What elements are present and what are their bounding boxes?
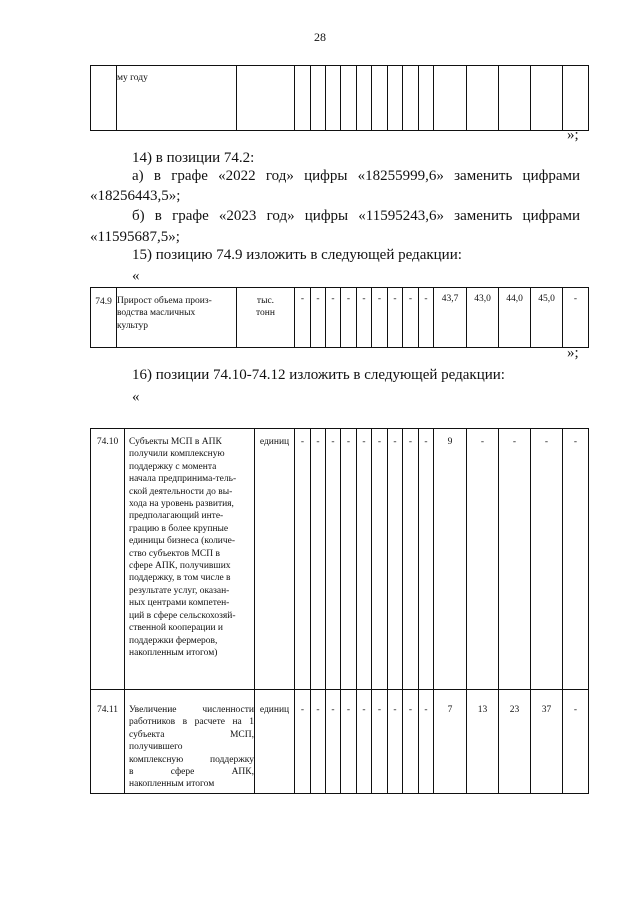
cell: - (341, 288, 357, 348)
name-line: работников в расчете на 1 (129, 717, 254, 728)
cell: - (531, 429, 563, 690)
row-name (117, 288, 237, 348)
name-line: предполагающий инте- (129, 511, 224, 522)
row-code: 74.10 (91, 429, 125, 690)
cell (341, 66, 357, 131)
name-line: ных центрами компетен- (129, 598, 230, 609)
row-code: 74.11 (91, 690, 125, 794)
cell (499, 66, 531, 131)
name-line: поддержку, в том числе в (129, 573, 231, 584)
item-14a-line-1: а) в графе «2022 год» цифры «18255999,6» заменить цифрами (132, 168, 580, 184)
cell: - (326, 288, 341, 348)
name-line: в сфере АПК, (129, 767, 254, 778)
cell (388, 66, 403, 131)
cell: - (403, 690, 419, 794)
cell (326, 66, 341, 131)
cell (295, 66, 311, 131)
closing-quote: »; (567, 127, 579, 143)
row-name (125, 429, 255, 690)
cell (311, 66, 326, 131)
cell (434, 66, 467, 131)
cell: - (341, 429, 357, 690)
page-number: 28 (314, 30, 326, 44)
name-line: водства масличных (117, 308, 196, 319)
cell (403, 66, 419, 131)
name-line: начала предпринима-тель- (129, 474, 237, 485)
cell: 43,0 (467, 288, 499, 348)
cell: - (419, 690, 434, 794)
cell: 9 (434, 429, 467, 690)
cell: 37 (531, 690, 563, 794)
closing-quote: »; (567, 345, 579, 361)
name-line: ций в сфере сельскохозяй- (129, 610, 236, 621)
cell: 43,7 (434, 288, 467, 348)
row-unit (237, 288, 295, 348)
cell: - (311, 288, 326, 348)
cell: 13 (467, 690, 499, 794)
unit-line: тыс. (256, 296, 275, 306)
row-unit: единиц (255, 690, 295, 794)
row-unit: единиц (255, 429, 295, 690)
name-line: накопленным итогом (129, 779, 215, 790)
cell (467, 66, 499, 131)
name-line: культур (117, 320, 149, 331)
cell (563, 66, 589, 131)
opening-quote: « (132, 389, 140, 405)
cell: - (326, 429, 341, 690)
name-line: ской деятельности до вы- (129, 486, 233, 497)
cell: - (341, 690, 357, 794)
cell: - (563, 288, 589, 348)
name-line: Увеличение численности (129, 705, 254, 715)
cell: - (563, 690, 589, 794)
name-line: сфере АПК, получивших (129, 561, 231, 572)
row-unit (237, 66, 295, 131)
name-line: му году (117, 73, 148, 83)
item-14a-line-2: «18256443,5»; (90, 188, 181, 204)
name-line: Субъекты МСП в АПК (129, 437, 222, 447)
cell: 44,0 (499, 288, 531, 348)
cell: - (295, 429, 311, 690)
item-16-heading: 16) позиции 74.10-74.12 изложить в следующей редакции: (132, 367, 505, 383)
table-row (91, 690, 589, 794)
item-14b-line-1: б) в графе «2023 год» цифры «11595243,6» заменить цифрами (132, 208, 580, 224)
cell (357, 66, 372, 131)
cell: - (388, 690, 403, 794)
cell: - (295, 690, 311, 794)
name-line: получившего (129, 742, 183, 753)
row-name (117, 66, 237, 131)
cell: - (357, 690, 372, 794)
cell: 23 (499, 690, 531, 794)
table-continuation (90, 65, 589, 131)
table-row (91, 288, 589, 348)
cell: - (357, 429, 372, 690)
cell: - (326, 690, 341, 794)
table-row (91, 66, 589, 131)
cell: - (311, 690, 326, 794)
unit-line: тонн (256, 308, 275, 319)
item-14-heading: 14) в позиции 74.2: (132, 150, 255, 166)
cell: - (372, 690, 388, 794)
name-line: поддержки фермеров, (129, 635, 218, 646)
cell: - (357, 288, 372, 348)
cell (531, 66, 563, 131)
name-line: ственной кооперации и (129, 623, 224, 634)
opening-quote: « (132, 268, 140, 284)
cell: - (388, 288, 403, 348)
name-line: результате услуг, оказан- (129, 585, 230, 596)
cell: - (372, 288, 388, 348)
row-code (91, 66, 117, 131)
cell: - (403, 429, 419, 690)
name-line: поддержку с момента (129, 461, 217, 472)
cell: - (419, 429, 434, 690)
name-line: ство субъектов МСП в (129, 548, 220, 559)
name-line: накопленным итогом) (129, 647, 218, 658)
name-line: Прирост объема произ- (117, 296, 212, 306)
table-row (91, 429, 589, 690)
table-position-74-9 (90, 287, 589, 348)
cell: - (372, 429, 388, 690)
cell (419, 66, 434, 131)
cell: - (311, 429, 326, 690)
cell: - (563, 429, 589, 690)
cell (372, 66, 388, 131)
name-line: комплексную поддержку (129, 754, 254, 765)
cell: - (295, 288, 311, 348)
item-14b-line-2: «11595687,5»; (90, 229, 180, 245)
name-line: единицы бизнеса (количе- (129, 536, 236, 547)
cell: - (499, 429, 531, 690)
row-code: 74.9 (91, 288, 117, 348)
cell: 45,0 (531, 288, 563, 348)
cell: 7 (434, 690, 467, 794)
name-line: хода на уровень развития, (129, 499, 234, 510)
name-line: получили комплексную (129, 449, 225, 460)
name-line: субъекта МСП, (129, 729, 254, 740)
name-line: грацию в более крупные (129, 523, 229, 534)
table-positions-74-10-74-12 (90, 428, 589, 794)
cell: - (388, 429, 403, 690)
item-15-heading: 15) позицию 74.9 изложить в следующей редакции: (132, 247, 462, 263)
row-name (125, 690, 255, 794)
cell: - (467, 429, 499, 690)
cell: - (419, 288, 434, 348)
cell: - (403, 288, 419, 348)
